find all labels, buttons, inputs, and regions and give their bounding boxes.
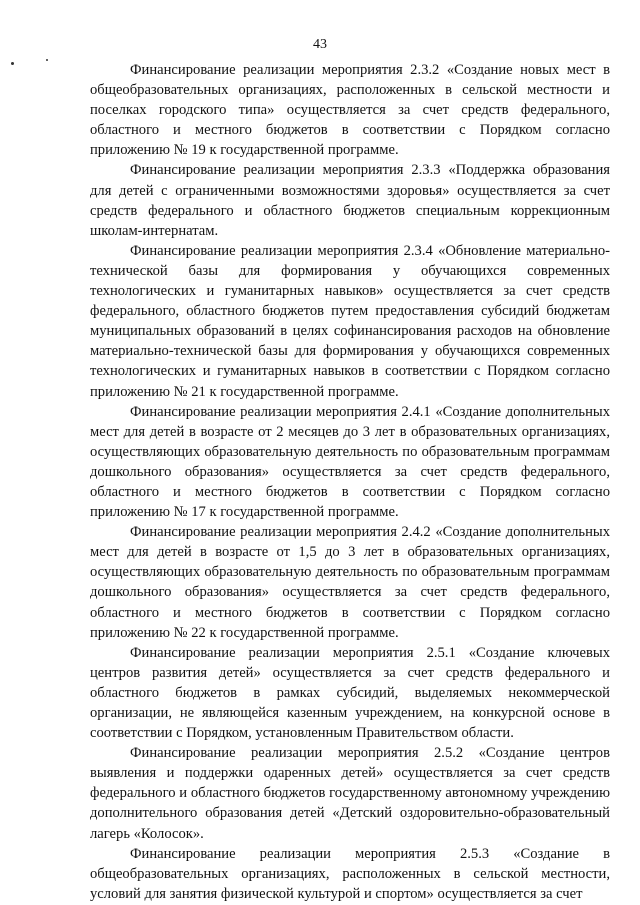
paragraph: Финансирование реализации мероприятия 2.4.2 «Создание дополнительных мест для детей в возрасте от 1,5 до 3 лет в образовательных организациях, осуществляющих образовательную деятельность по образовательным программам дошкольного образования» осуществляется за счет средств федерального, областного и местного бюджетов в соответствии с Порядком согласно приложению № 22 к государственной программе.: [90, 524, 610, 641]
page-number: 43: [313, 37, 327, 52]
paragraph: Финансирование реализации мероприятия 2.3.2 «Создание новых мест в общеобразовательных организациях, расположенных в сельской местности и поселках городского типа» осуществляется за счет средств федерального, областного и местного бюджетов в соответствии с Порядком согласно приложению № 19 к государственной программе.: [90, 62, 610, 159]
scan-speck-mark: [46, 59, 48, 61]
paragraph: Финансирование реализации мероприятия 2.5.1 «Создание ключевых центров развития детей» осуществляется за счет средств федерального и областного бюджетов в рамках субсидий, выделяемых некоммерческой организации, не являющейся казенным учреждением, на конкурсной основе в соответствии с Порядком, установленным Правительством области.: [90, 644, 610, 742]
scan-speck-mark: [11, 62, 14, 65]
paragraph: Финансирование реализации мероприятия 2.5.2 «Создание центров выявления и поддержки одаренных детей» осуществляется за счет средств федерального и областного бюджетов государственному автономному учреждению дополнительного образования детей «Детский оздоровительно-образовательный лагерь «Колосок».: [90, 745, 610, 842]
paragraph: Финансирование реализации мероприятия 2.3.4 «Обновление материально-технической базы для формирования у обучающихся современных технологических и гуманитарных навыков» осуществляется за счет средств федерального, областного бюджетов путем предоставления субсидий бюджетам муниципальных образований в целях софинансирования расходов на обновление материально-технической базы для формирования у обучающихся современных технологических и гуманитарных навыков в соответствии с Порядком согласно приложению № 21 к государственной программе.: [90, 242, 610, 400]
paragraph: Финансирование реализации мероприятия 2.3.3 «Поддержка образования для детей с ограниченными возможностями здоровья» осуществляется за счет средств федерального и областного бюджетов специальным коррекционным школам-интернатам.: [90, 162, 610, 239]
paragraph: Финансирование реализации мероприятия 2.4.1 «Создание дополнительных мест для детей в возрасте от 2 месяцев до 3 лет в образовательных организациях, осуществляющих образовательную деятельность по образовательным программам дошкольного образования» осуществляется за счет средств федерального, областного и местного бюджетов в соответствии с Порядком согласно приложению № 17 к государственной программе.: [90, 403, 610, 521]
body-text: [90, 60, 610, 904]
paragraph: Финансирование реализации мероприятия 2.5.3 «Создание в общеобразовательных организациях, расположенных в сельской местности, условий для занятия физической культурой и спортом» осуществляется за счет: [90, 845, 610, 902]
